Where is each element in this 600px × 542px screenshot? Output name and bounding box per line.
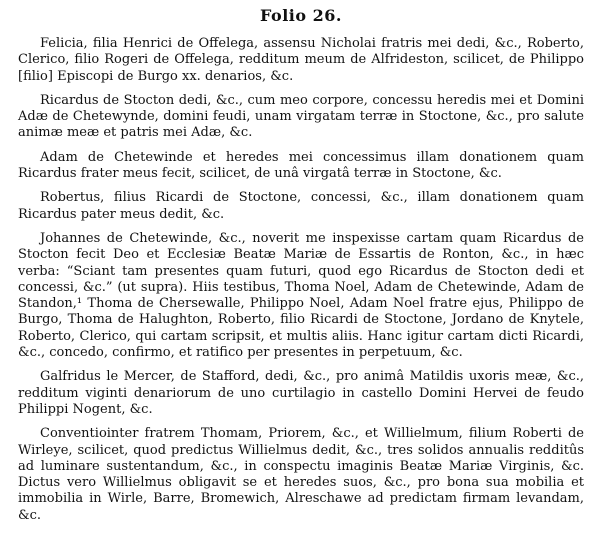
paragraph-johannes-de-chetewinde: Johannes de Chetewinde, &c., noverit me inspexisse cartam quam Ricardus de Stocton fecit Deo et Ecclesiæ Beatæ Mariæ de Essartis de Ronton, &c., in hæc verba: “Sciant tam presentes quam futuri, quod ego Ricardus de Stocton dedi et concessi, &c.” (ut supra). Hiis testibus, Thoma Noel, Adam de Chetewinde, Adam de Standon,¹ Thoma de Chersewalle, Philippo Noel, Adam Noel fratre ejus, Philippo de Burgo, Thoma de Halughton, Roberto, filio Ricardi de Stoctone, Jordano de Knytele, Roberto, Clerico, qui cartam scripsit, et multis aliis. Hanc igitur cartam dicti Ricardi, &c., concedo, confirmo, et ratifico per presentes in perpetuum, &c. — [18, 230, 584, 361]
paragraph-adam-de-chetewinde: Adam de Chetewinde et heredes mei concessimus illam donationem quam Ricardus frater meus fecit, scilicet, de unâ virgatâ terræ in Stoctone, &c. — [18, 149, 584, 182]
folio-title: Folio 26. — [260, 6, 342, 25]
paragraph-ricardus-de-stocton: Ricardus de Stocton dedi, &c., cum meo corpore, concessu heredis mei et Domini Adæ de Chetewynde, domini feudi, unam virgatam terræ in Stoctone, &c., pro salute animæ meæ et patris mei Adæ, &c. — [18, 92, 584, 141]
paragraph-galfridus-le-mercer: Galfridus le Mercer, de Stafford, dedi, &c., pro animâ Matildis uxoris meæ, &c., redditum viginti denariorum de uno curtilagio in castello Domini Hervei de feudo Philippi Nogent, &c. — [18, 369, 584, 417]
paragraph-robertus: Robertus, filius Ricardi de Stoctone, concessi, &c., illam donationem quam Ricardus pater meus dedit, &c. — [18, 190, 584, 222]
paragraph-conventio: Conventiointer fratrem Thomam, Priorem, &c., et Willielmum, filium Roberti de Wirleye, scilicet, quod predictus Willielmus dedit, &c., tres solidos annualis redditûs ad luminare sustentandum, &c., in conspectu imaginis Beatæ Mariæ Virginis, &c. Dictus vero Willielmus obligavit se et heredes suos, &c., pro bona sua mobilia et immobilia in Wirle, Barre, Bromewich, Alreschawe ad predictam firmam levandam, &c. — [18, 426, 584, 523]
paragraph-felicia: Felicia, filia Henrici de Offelega, assensu Nicholai fratris mei dedi, &c., Roberto, Clerico, filio Rogeri de Offelega, redditum meum de Alfrideston, scilicet, de Philippo [filio] Episcopi de Burgo xx. denarios, &c. — [18, 36, 584, 84]
